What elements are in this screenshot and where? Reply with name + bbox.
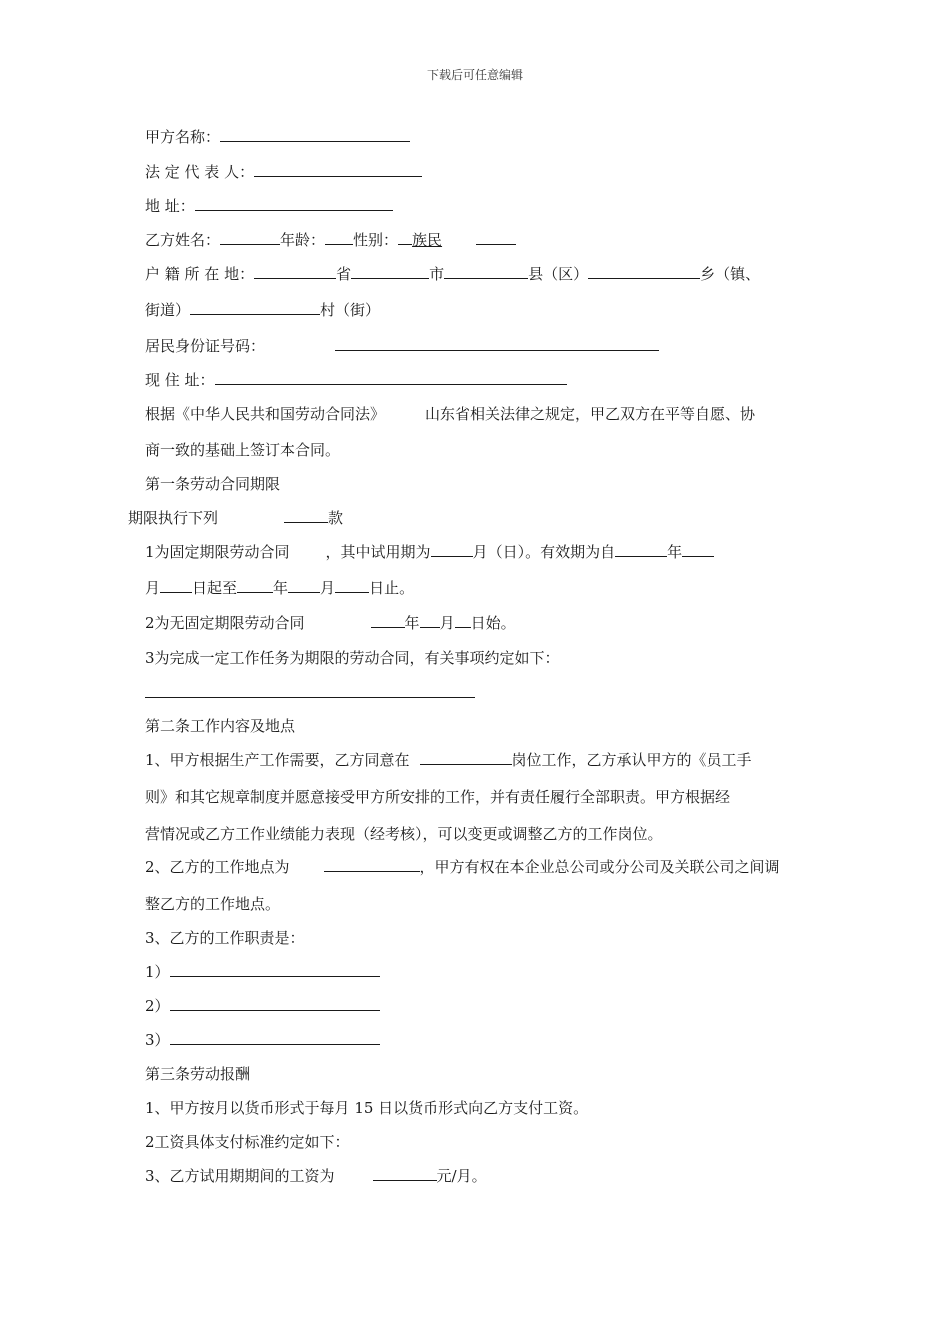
article-1-item-3-field[interactable] (145, 697, 475, 698)
id-label: 居民身份证号码： (145, 337, 266, 355)
duty-1-label: 1） (145, 963, 170, 981)
party-b-street-line (145, 300, 380, 320)
item-2-month-field[interactable] (420, 613, 440, 628)
duty-3-line (145, 1030, 380, 1050)
item-2-month-label: 月 (439, 614, 455, 632)
article-3-title: 第三条劳动报酬 (145, 1065, 251, 1083)
duty-3-field[interactable] (170, 1030, 380, 1045)
province-suffix: 省 (336, 265, 352, 283)
party-b-age-label: 年龄： (280, 231, 326, 249)
article-2-title: 第二条工作内容及地点 (145, 717, 296, 735)
article-2-p3: 营情况或乙方工作业绩能力表现（经考核），可以变更或调整乙方的工作岗位。 (145, 825, 663, 843)
article-1-clause-field[interactable] (284, 508, 328, 523)
position-field[interactable] (420, 750, 512, 765)
party-b-id-line (145, 336, 659, 356)
party-b-sex-field[interactable] (398, 230, 412, 245)
article-2-p2: 则》和其它规章制度并愿意接受甲方所安排的工作，并有责任履行全部职责。甲方根据经 (145, 788, 731, 806)
end-year-field[interactable] (237, 578, 273, 593)
item-2-year-label: 年 (404, 614, 420, 632)
party-b-sex-label: 性别： (353, 231, 399, 249)
article-3-p3 (145, 1166, 487, 1186)
month-label: 月 (145, 579, 161, 597)
current-addr-field[interactable] (215, 370, 567, 385)
page-header-note: 下载后可任意编辑 (426, 68, 523, 82)
end-day-label: 日止。 (369, 579, 415, 597)
item-1-label: 1为固定期限劳动合同 (145, 543, 290, 561)
preamble-law-text: 根据《中华人民共和国劳动合同法》 (145, 405, 386, 423)
start-day-field[interactable] (160, 578, 192, 593)
party-a-rep-field[interactable] (254, 162, 422, 177)
probation-wage-field[interactable] (373, 1166, 437, 1181)
item-2-year-field[interactable] (371, 613, 405, 628)
huji-city-field[interactable] (351, 264, 429, 279)
start-year-field[interactable] (615, 542, 667, 557)
article-3-p2: 2工资具体支付标准约定如下： (145, 1133, 350, 1151)
party-a-rep-label: 法 定 代 表 人： (145, 163, 255, 181)
article-1-intro-suffix: 款 (328, 509, 344, 527)
huji-village-field[interactable] (190, 300, 320, 315)
until-label: 日起至 (192, 579, 238, 597)
party-b-age-field[interactable] (325, 230, 353, 245)
street-label: 街道） (145, 301, 191, 319)
article-2-p4 (145, 857, 780, 877)
article-1-item-1-cont (145, 578, 414, 598)
preamble-line-1 (145, 404, 755, 424)
item-1-probation-label: ，其中试用期为 (325, 543, 431, 561)
duty-1-field[interactable] (170, 962, 380, 977)
duty-1-line (145, 962, 380, 982)
article-2-p1-text: 1、甲方根据生产工作需要，乙方同意在 (145, 751, 410, 769)
work-location-cont: ，甲方有权在本企业总公司或分公司及关联公司之间调 (419, 858, 780, 876)
duty-3-label: 3） (145, 1031, 170, 1049)
county-suffix: 县（区） (528, 265, 589, 283)
duty-2-field[interactable] (170, 996, 380, 1011)
work-location-field[interactable] (324, 857, 420, 872)
article-3-p1: 1、甲方按月以货币形式于每月 15 日以货币形式向乙方支付工资。 (145, 1099, 589, 1117)
party-b-current-addr-line (145, 370, 567, 390)
huji-county-field[interactable] (444, 264, 528, 279)
start-month-field[interactable] (682, 542, 714, 557)
item-2-day-field[interactable] (455, 613, 471, 628)
article-1-item-3: 3为完成一定工作任务为期限的劳动合同，有关事项约定如下： (145, 649, 560, 667)
party-b-name-label: 乙方姓名： (145, 231, 221, 249)
city-suffix: 市 (429, 265, 445, 283)
party-b-name-field[interactable] (220, 230, 280, 245)
party-a-rep-line (145, 162, 422, 182)
party-a-name-line (145, 127, 410, 147)
end-month-label: 月 (320, 579, 336, 597)
work-location-label: 2、乙方的工作地点为 (145, 858, 290, 876)
probation-months-field[interactable] (431, 542, 473, 557)
huji-province-field[interactable] (254, 264, 336, 279)
end-day-field[interactable] (335, 578, 369, 593)
article-1-item-2 (145, 613, 516, 633)
village-suffix: 村（街） (320, 301, 381, 319)
year-label: 年 (667, 543, 683, 561)
item-2-day-label: 日始。 (470, 614, 516, 632)
party-b-huji-line (145, 264, 760, 284)
party-b-ethnic-label: 族民 (412, 231, 443, 249)
party-a-addr-field[interactable] (195, 196, 393, 211)
current-addr-label: 现 住 址： (145, 371, 215, 389)
article-1-intro (128, 508, 343, 528)
item-2-label: 2为无固定期限劳动合同 (145, 614, 305, 632)
duty-2-line (145, 996, 380, 1016)
probation-wage-label: 3、乙方试用期期间的工资为 (145, 1167, 335, 1185)
party-a-name-field[interactable] (220, 127, 410, 142)
id-number-field[interactable] (335, 336, 659, 351)
town-suffix: 乡（镇、 (700, 265, 761, 283)
article-2-p1-cont: 岗位工作，乙方承认甲方的《员工手 (511, 751, 752, 769)
article-1-title: 第一条劳动合同期限 (145, 475, 281, 493)
party-b-huji-label: 户 籍 所 在 地： (145, 265, 255, 283)
article-2-p1 (145, 750, 752, 770)
preamble-province-text: 山东省相关法律之规定，甲乙双方在平等自愿、协 (425, 405, 756, 423)
article-1-item-1 (145, 542, 714, 562)
article-2-p5: 整乙方的工作地点。 (145, 895, 281, 913)
party-b-ethnic-field[interactable] (476, 230, 516, 245)
preamble-line-2: 商一致的基础上签订本合同。 (145, 441, 341, 459)
party-a-name-label: 甲方名称： (145, 128, 221, 146)
item-1-valid-label: 月（日）。有效期为自 (472, 543, 616, 561)
article-2-p6: 3、乙方的工作职责是： (145, 929, 305, 947)
article-1-intro-text: 期限执行下列 (128, 509, 219, 527)
duty-2-label: 2） (145, 997, 170, 1015)
probation-wage-unit: 元/月。 (436, 1167, 487, 1185)
party-b-basic-line (145, 230, 516, 250)
end-month-field[interactable] (288, 578, 320, 593)
party-a-addr-label: 地 址： (145, 197, 195, 215)
huji-town-field[interactable] (588, 264, 700, 279)
party-a-addr-line (145, 196, 393, 216)
end-year-label: 年 (273, 579, 289, 597)
